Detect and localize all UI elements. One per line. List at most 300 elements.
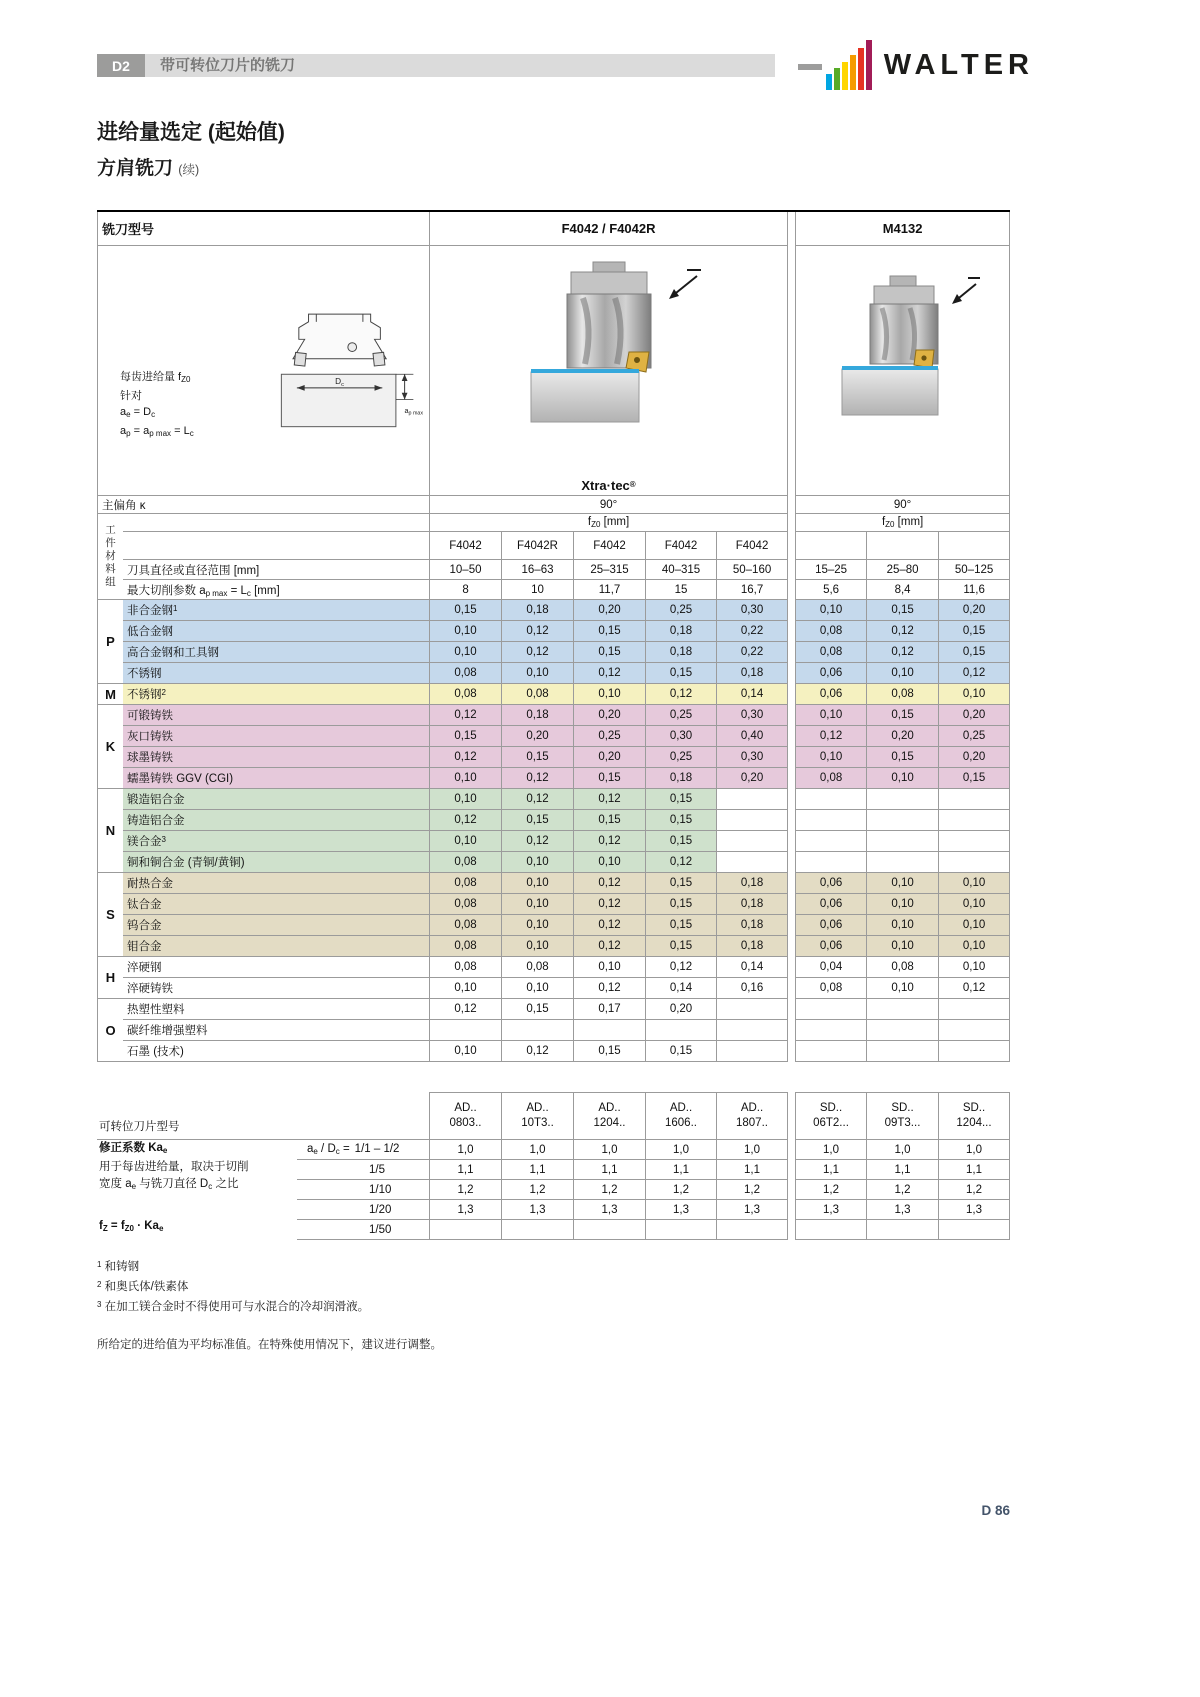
material-row [97,999,1010,1020]
feed-value: 0,20 [939,600,1010,621]
correction-value: 1,3 [430,1200,502,1220]
fz0-header-row [97,514,1010,532]
section-code-badge: D2 [97,54,145,77]
feed-value: 0,20 [867,726,939,747]
correction-value: 1,0 [430,1140,502,1160]
feed-value: 0,18 [717,936,788,957]
apmax-value: 5,6 [795,580,867,600]
apmax-value: 16,7 [717,580,788,600]
diameter-range: 25–80 [867,560,939,580]
xtratec-label: Xtra·tec® [430,476,788,496]
feed-value: 0,15 [574,621,646,642]
feed-value: 0,15 [646,789,717,810]
feed-value: 0,10 [502,894,574,915]
column-gap [788,496,795,514]
feed-value: 0,25 [646,747,717,768]
material-name: 耐热合金 [123,873,430,894]
feed-value: 0,15 [646,873,717,894]
feed-value: 0,15 [646,831,717,852]
feed-value: 0,20 [574,600,646,621]
feed-value: 0,10 [939,873,1010,894]
column-gap [788,532,795,560]
feed-value: 0,14 [646,978,717,999]
column-gap [788,621,795,642]
feed-value: 0,08 [867,684,939,705]
material-rows [97,600,1010,1062]
feed-value: 0,06 [795,663,867,684]
feed-value [939,831,1010,852]
feed-value: 0,08 [430,915,502,936]
ae-dc-ratio: 1/5 [297,1160,430,1180]
feed-value: 0,18 [502,600,574,621]
column-gap [788,852,795,873]
column-gap [788,894,795,915]
feed-table-wrap [97,210,1010,1062]
material-group-axis-label: 工件材料组 [97,514,123,600]
feed-value [717,852,788,873]
correction-value: 1,2 [430,1180,502,1200]
material-group-letter-N: N [97,789,123,873]
material-name: 钛合金 [123,894,430,915]
feed-value: 0,15 [574,642,646,663]
feed-value: 0,15 [430,600,502,621]
feed-value: 0,12 [502,621,574,642]
feed-value: 0,10 [867,768,939,789]
cutter-model: F4042 [574,532,646,560]
feed-value: 0,18 [646,621,717,642]
material-row [97,789,1010,810]
table-header-row [97,212,1010,246]
feed-value: 0,10 [867,978,939,999]
feed-value: 0,30 [717,747,788,768]
feed-value: 0,15 [646,936,717,957]
material-row [97,663,1010,684]
material-name: 淬硬铸铁 [123,978,430,999]
feed-value [939,1041,1010,1062]
correction-factor-title: 修正系数 $Ka_e$ [99,1142,168,1155]
section-title: 带可转位刀片的铣刀 [160,57,296,74]
feed-value: 0,15 [646,663,717,684]
col-header-group1: F4042 / F4042R [430,212,788,246]
column-gap [788,663,795,684]
correction-value: 1,0 [795,1140,867,1160]
feed-value: 0,15 [502,810,574,831]
feed-value [939,789,1010,810]
feed-value: 0,25 [646,705,717,726]
fz0-header-group1: $f_{Z0}$ [mm] [430,514,788,532]
page-subtitle-text: 方肩铣刀 [97,158,174,179]
feed-per-tooth-note: 每齿进给量 $f_{Z0}$ 针对 $a_e = D_c$ $a_p = a_{p max} = L_c$ [120,371,194,438]
correction-row [97,1140,1010,1160]
column-gap [788,580,795,600]
column-gap [788,789,795,810]
material-name: 淬硬钢 [123,957,430,978]
feed-value: 0,15 [867,747,939,768]
material-row [97,915,1010,936]
feed-value: 0,25 [646,600,717,621]
feed-value: 0,10 [574,684,646,705]
column-gap [788,1160,795,1180]
material-name: 不锈钢$^2$ [123,684,430,705]
feed-value: 0,04 [795,957,867,978]
feed-value: 0,12 [502,1041,574,1062]
feed-value [717,999,788,1020]
column-gap [788,747,795,768]
feed-value: 0,15 [502,747,574,768]
feed-value [867,1020,939,1041]
apmax-value: 11,7 [574,580,646,600]
feed-value: 0,10 [430,978,502,999]
feed-value: 0,18 [646,642,717,663]
feed-value: 0,10 [795,600,867,621]
column-gap [788,212,795,246]
correction-value: 1,0 [939,1140,1010,1160]
column-gap [788,726,795,747]
feed-value: 0,17 [574,999,646,1020]
correction-value: 1,0 [502,1140,574,1160]
feed-value [717,831,788,852]
material-row [97,978,1010,999]
feed-value: 0,15 [430,726,502,747]
material-row [97,852,1010,873]
material-group-letter-H: H [97,957,123,999]
material-name: 铜和铜合金 (青铜/黄铜) [123,852,430,873]
f4042-cutter-image [509,260,709,460]
column-gap [788,915,795,936]
feed-value: 0,30 [646,726,717,747]
material-name: 铸造铝合金 [123,810,430,831]
feed-value: 0,06 [795,915,867,936]
feed-value: 0,10 [867,663,939,684]
feed-value: 0,12 [646,684,717,705]
feed-value: 0,15 [574,810,646,831]
correction-value: 1,2 [939,1180,1010,1200]
cutter-model-subhead-row [97,532,1010,560]
column-gap [788,246,795,476]
correction-value: 1,1 [574,1160,646,1180]
feed-value: 0,08 [795,978,867,999]
material-name: 钨合金 [123,915,430,936]
feed-value [867,789,939,810]
column-gap [788,936,795,957]
feed-value: 0,08 [795,621,867,642]
feed-value: 0,08 [430,663,502,684]
feed-value: 0,20 [574,705,646,726]
diameter-range: 50–160 [717,560,788,580]
insert-type-label: 可转位刀片型号 [97,1092,430,1140]
feed-formula: $f_Z = f_{Z0} \cdot Ka_e$ [99,1220,164,1233]
page-subtitle-suffix: (续) [178,163,200,177]
feed-value: 0,10 [867,915,939,936]
correction-value: 1,3 [646,1200,717,1220]
feed-value: 0,12 [430,747,502,768]
feed-value: 0,22 [717,621,788,642]
feed-value: 0,15 [646,1041,717,1062]
feed-value: 0,12 [646,957,717,978]
feed-value: 0,18 [717,873,788,894]
feed-value: 0,10 [939,936,1010,957]
feed-value: 0,15 [646,810,717,831]
feed-value: 0,12 [502,642,574,663]
material-group-letter-O: O [97,999,123,1062]
column-gap [788,1041,795,1062]
correction-value: 1,3 [502,1200,574,1220]
page-number: D 86 [981,1503,1010,1518]
material-name: 蠕墨铸铁 GGV (CGI) [123,768,430,789]
feed-value [939,810,1010,831]
material-name: 碳纤维增强塑料 [123,1020,430,1041]
feed-value: 0,10 [574,957,646,978]
material-row [97,768,1010,789]
feed-value: 0,18 [717,915,788,936]
feed-value: 0,08 [430,684,502,705]
material-name: 可锻铸铁 [123,705,430,726]
feed-value: 0,10 [430,831,502,852]
feed-value: 0,10 [430,789,502,810]
insert-code: AD.. 10T3.. [502,1092,574,1140]
diameter-range: 15–25 [795,560,867,580]
feed-value: 0,12 [574,936,646,957]
insert-code: SD.. 09T3... [867,1092,939,1140]
general-note: 所给定的进给值为平均标准值。在特殊使用情况下，建议进行调整。 [97,1339,442,1351]
feed-value [795,810,867,831]
feed-value: 0,20 [939,705,1010,726]
material-name: 镁合金$^3$ [123,831,430,852]
feed-value: 0,12 [430,999,502,1020]
material-name: 热塑性塑料 [123,999,430,1020]
feed-value: 0,30 [717,705,788,726]
feed-value: 0,12 [867,621,939,642]
feed-value [795,1041,867,1062]
feed-value: 0,12 [867,642,939,663]
correction-value: 1,3 [717,1200,788,1220]
footnotes [97,1256,1010,1316]
feed-value: 0,12 [574,873,646,894]
column-gap [788,705,795,726]
feed-value: 0,10 [939,915,1010,936]
material-row [97,600,1010,621]
feed-value: 0,06 [795,894,867,915]
cutter-diagram-cell [97,246,430,476]
material-name: 石墨 (技术) [123,1041,430,1062]
column-gap [788,560,795,580]
diameter-label: 刀具直径或直径范围 [mm] [123,560,430,580]
feed-value: 0,12 [430,705,502,726]
feed-value: 0,18 [502,705,574,726]
ae-dc-ratio: $a_e / D_c = 1/1 - 1/2$ [297,1140,430,1160]
column-gap [788,810,795,831]
column-gap [788,768,795,789]
correction-value: 1,2 [795,1180,867,1200]
feed-value [795,852,867,873]
feed-value: 0,08 [430,957,502,978]
diameter-range: 25–315 [574,560,646,580]
feed-table [97,212,1010,1062]
feed-value: 0,12 [430,810,502,831]
correction-value: 1,1 [430,1160,502,1180]
feed-value: 0,10 [430,642,502,663]
feed-value [430,1020,502,1041]
column-gap [788,873,795,894]
footnote-3: $^3$ 在加工镁合金时不得使用可与水混合的冷却润滑液。 [97,1300,370,1313]
correction-value [795,1220,867,1240]
feed-value: 0,16 [717,978,788,999]
column-gap [788,1220,795,1240]
feed-value: 0,15 [939,621,1010,642]
feed-value: 0,12 [574,915,646,936]
m4132-cutter-image [818,270,988,450]
column-gap [788,1200,795,1220]
feed-value: 0,10 [430,621,502,642]
material-name: 球墨铸铁 [123,747,430,768]
feed-value [717,1020,788,1041]
feed-value: 0,20 [939,747,1010,768]
feed-value: 0,06 [795,873,867,894]
feed-value: 0,12 [646,852,717,873]
insert-code: AD.. 0803.. [430,1092,502,1140]
correction-value: 1,2 [646,1180,717,1200]
feed-value: 0,10 [867,873,939,894]
feed-value: 0,12 [502,831,574,852]
material-row [97,642,1010,663]
feed-value: 0,15 [867,600,939,621]
feed-value [646,1020,717,1041]
feed-value: 0,10 [502,915,574,936]
feed-value: 0,14 [717,684,788,705]
feed-value: 0,10 [939,684,1010,705]
footnote-1: $^1$ 和铸钢 [97,1260,140,1273]
feed-value: 0,20 [574,747,646,768]
insert-code: SD.. 1204... [939,1092,1010,1140]
feed-value [574,1020,646,1041]
feed-value: 0,10 [795,705,867,726]
column-gap [788,999,795,1020]
material-group-letter-M: M [97,684,123,705]
correction-value [867,1220,939,1240]
apmax-value: 15 [646,580,717,600]
material-name: 低合金钢 [123,621,430,642]
material-row [97,747,1010,768]
cutter-model: F4042R [502,532,574,560]
material-row [97,1041,1010,1062]
feed-value: 0,15 [939,768,1010,789]
feed-value: 0,10 [867,936,939,957]
feed-value: 0,15 [502,999,574,1020]
feed-value: 0,06 [795,936,867,957]
material-name: 不锈钢 [123,663,430,684]
column-gap [788,1092,795,1140]
column-gap [788,1180,795,1200]
page-subtitle [97,153,1010,180]
feed-value [867,1041,939,1062]
feed-value: 0,10 [939,957,1010,978]
page-content [97,0,1010,1352]
feed-value: 0,12 [574,894,646,915]
feed-value: 0,08 [502,684,574,705]
correction-value: 1,2 [574,1180,646,1200]
material-row [97,684,1010,705]
feed-value [795,1020,867,1041]
xtratec-row [97,476,1010,496]
feed-value: 0,08 [430,852,502,873]
feed-value: 0,10 [502,873,574,894]
feed-value: 0,12 [795,726,867,747]
feed-value: 0,08 [795,642,867,663]
material-row [97,894,1010,915]
lead-angle-label: 主偏角 κ [97,496,430,514]
column-gap [788,957,795,978]
feed-value: 0,12 [574,789,646,810]
feed-value: 0,15 [574,768,646,789]
page-title: 进给量选定 (起始值) [97,121,285,144]
correction-value [502,1220,574,1240]
feed-value [795,999,867,1020]
apmax-value: 8,4 [867,580,939,600]
correction-value [646,1220,717,1240]
insert-correction-table [97,1092,1010,1240]
diameter-range: 16–63 [502,560,574,580]
correction-value: 1,3 [867,1200,939,1220]
feed-value: 0,12 [574,978,646,999]
feed-value [867,852,939,873]
feed-value: 0,10 [430,768,502,789]
feed-value [717,1041,788,1062]
feed-value: 0,15 [574,1041,646,1062]
column-gap [788,1140,795,1160]
diameter-row [97,560,1010,580]
insert-code: AD.. 1807.. [717,1092,788,1140]
material-row [97,621,1010,642]
feed-value: 0,18 [717,894,788,915]
feed-value: 0,40 [717,726,788,747]
feed-value: 0,08 [502,957,574,978]
feed-value: 0,08 [430,894,502,915]
correction-value: 1,3 [939,1200,1010,1220]
cutter-model: F4042 [430,532,502,560]
apmax-value: 8 [430,580,502,600]
feed-value: 0,10 [574,852,646,873]
feed-value: 0,12 [574,663,646,684]
correction-value [717,1220,788,1240]
material-row [97,873,1010,894]
correction-value: 1,3 [795,1200,867,1220]
feed-value: 0,10 [939,894,1010,915]
column-gap [788,642,795,663]
feed-value [795,831,867,852]
feed-value: 0,25 [939,726,1010,747]
correction-value: 1,0 [574,1140,646,1160]
correction-value: 1,1 [502,1160,574,1180]
correction-factor-label: 修正系数 $Ka_e$ 用于每齿进给量，取决于切削 宽度 $a_e$ 与铣刀直径 $D_c$ 之比 $f_Z = f_{Z0} \cdot Ka_e$ [97,1140,297,1240]
insert-code: SD.. 06T2... [795,1092,867,1140]
feed-value: 0,08 [795,768,867,789]
correction-value: 1,3 [574,1200,646,1220]
material-row [97,726,1010,747]
material-group-letter-P: P [97,600,123,684]
lead-angle-group2: 90° [795,496,1010,514]
col-header-group2: M4132 [795,212,1010,246]
m4132-photo-cell [795,246,1010,476]
material-name: 高合金钢和工具钢 [123,642,430,663]
material-name: 锻造铝合金 [123,789,430,810]
column-gap [788,476,795,496]
feed-value: 0,08 [430,873,502,894]
feed-value [867,831,939,852]
walter-logo-text: WALTER [883,49,1034,81]
ae-dc-prefix: $a_e / D_c$ = [307,1143,350,1156]
feed-value: 0,20 [502,726,574,747]
feed-value [867,810,939,831]
